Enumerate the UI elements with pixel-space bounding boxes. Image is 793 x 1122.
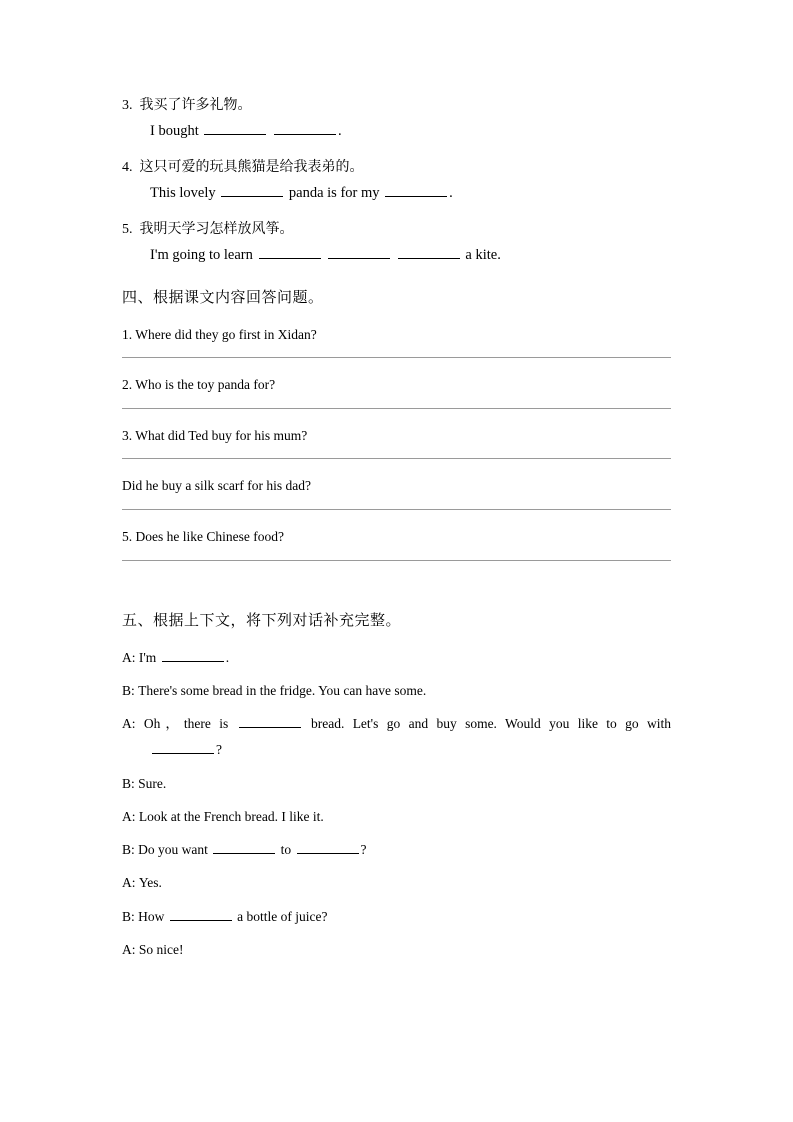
item-4-middle: panda is for my (288, 185, 380, 202)
dialogue-line-4 (122, 773, 671, 795)
dialogue-text: There's some bread in the fridge. You can have some. (138, 682, 427, 698)
dialogue-text: Oh，there is (143, 716, 229, 732)
section-spacer (122, 577, 671, 591)
fill-blank[interactable] (297, 841, 359, 854)
dialogue-speaker: A: (122, 649, 136, 665)
dialogue-speaker: B: (122, 842, 135, 858)
dialogue-line-8 (122, 906, 671, 928)
dialogue-speaker: A: (122, 808, 136, 824)
translation-item-3 (122, 95, 671, 143)
fill-blank[interactable] (239, 715, 301, 728)
item-3-chinese (122, 95, 671, 116)
section-four-question-4: Did he buy a silk scarf for his dad? (122, 478, 311, 494)
fill-blank[interactable] (152, 741, 214, 754)
dialogue-text-after: bread. Let's go and buy some. Would you like to go with (310, 716, 672, 732)
item-4-prefix: This lovely (150, 185, 216, 202)
dialogue-line-5 (122, 806, 671, 828)
item-3-prefix: I bought (150, 123, 199, 139)
dialogue-speaker: A: (122, 941, 136, 957)
dialogue-speaker: A: (122, 716, 136, 732)
item-4-chinese-text: 这只可爱的玩具熊猫是给我表弟的。 (139, 160, 364, 176)
section-four-heading: 四、根据课文内容回答问题。 (122, 289, 324, 306)
fill-blank[interactable] (170, 907, 232, 920)
dialogue-text: Do you want (138, 842, 208, 858)
fill-blank[interactable] (162, 648, 224, 661)
section-four-question-3: 3. What did Ted buy for his mum? (122, 427, 308, 443)
item-5-english (122, 244, 671, 267)
section-four-question-2: 2. Who is the toy panda for? (122, 377, 276, 393)
dialogue-text: So nice! (138, 941, 184, 957)
dialogue-text-middle: to (280, 842, 292, 858)
section-four-question-1: 1. Where did they go first in Xidan? (122, 326, 317, 342)
dialogue-text: Look at the French bread. I like it. (138, 808, 324, 824)
dialogue-text-after: . (225, 649, 230, 665)
dialogue-text: I'm (138, 649, 157, 665)
dialogue-text: Yes. (138, 875, 162, 891)
item-3-number: 3. (122, 98, 133, 113)
dialogue-text: How (138, 908, 165, 924)
fill-blank[interactable] (259, 245, 321, 259)
answer-line[interactable] (122, 408, 671, 409)
dialogue-line-3 (122, 713, 671, 735)
item-5-suffix: a kite. (465, 247, 501, 264)
fill-blank[interactable] (274, 121, 336, 135)
dialogue-line-7 (122, 872, 671, 894)
dialogue-speaker: B: (122, 682, 135, 698)
item-4-number: 4. (122, 160, 133, 176)
dialogue-text: Sure. (138, 775, 167, 791)
answer-line[interactable] (122, 458, 671, 459)
dialogue-line-9 (122, 939, 671, 961)
section-four-question-5: 5. Does he like Chinese food? (122, 528, 284, 544)
item-4-english (122, 182, 671, 205)
item-5-chinese-text: 我明天学习怎样放风筝。 (139, 222, 294, 238)
dialogue-cont-after: ? (216, 742, 222, 758)
item-5-number: 5. (122, 222, 133, 238)
dialogue-speaker: B: (122, 908, 135, 924)
dialogue-line-3-continuation (122, 739, 671, 761)
item-3-suffix: . (337, 123, 342, 139)
answer-line[interactable] (122, 357, 671, 358)
dialogue-speaker: A: (122, 875, 136, 891)
item-4-chinese (122, 157, 671, 178)
item-5-chinese (122, 219, 671, 240)
translation-item-4 (122, 157, 671, 205)
item-5-prefix: I'm going to learn (150, 247, 253, 264)
item-3-chinese-text: 我买了许多礼物。 (139, 98, 252, 113)
dialogue-line-2 (122, 680, 671, 702)
fill-blank[interactable] (204, 121, 266, 135)
item-3-english (122, 120, 671, 143)
answer-line[interactable] (122, 560, 671, 561)
dialogue-text-after: a bottle of juice? (237, 908, 328, 924)
fill-blank[interactable] (328, 245, 390, 259)
dialogue-line-6 (122, 839, 671, 861)
item-4-suffix: . (449, 185, 453, 202)
fill-blank[interactable] (398, 245, 460, 259)
dialogue-speaker: B: (122, 775, 135, 791)
answer-line[interactable] (122, 509, 671, 510)
fill-blank[interactable] (221, 183, 283, 197)
dialogue-text-after: ? (360, 842, 367, 858)
translation-item-5 (122, 219, 671, 267)
section-five-heading: 五、根据上下文，将下列对话补充完整。 (122, 612, 402, 629)
fill-blank[interactable] (213, 841, 275, 854)
fill-blank[interactable] (385, 183, 447, 197)
dialogue-line-1 (122, 647, 671, 669)
